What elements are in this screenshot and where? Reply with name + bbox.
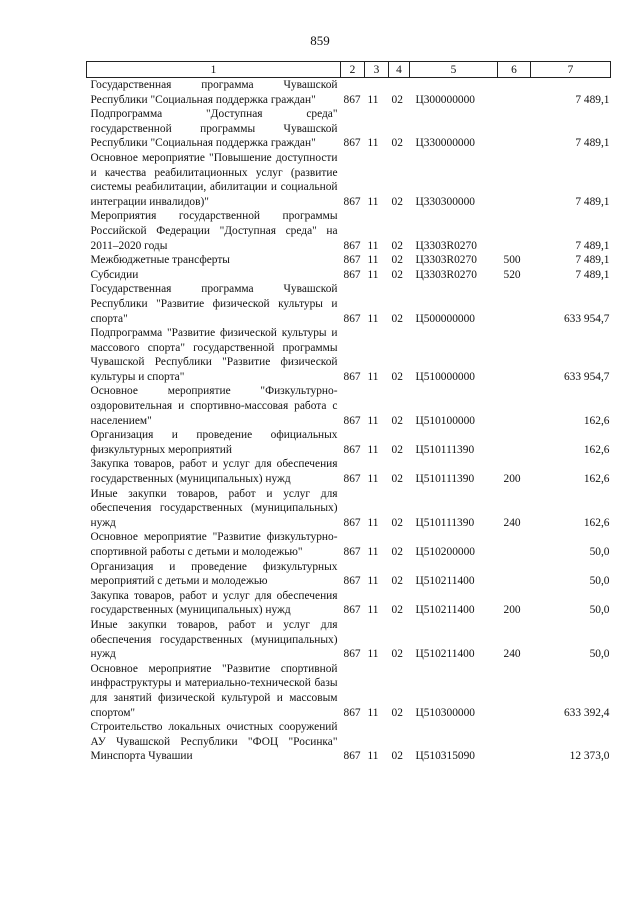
row-target-article: Ц510111390 — [415, 443, 475, 456]
row-expense-type — [498, 530, 531, 559]
row-subsection: 02 — [391, 546, 403, 558]
row-amount: 162,6 — [583, 414, 610, 427]
row-target-article: Ц510111390 — [415, 473, 475, 486]
row-amount: 633 392,4 — [563, 706, 610, 719]
row-target-article: Ц510111390 — [415, 516, 475, 529]
row-subsection: 02 — [391, 268, 403, 281]
table-body — [87, 78, 611, 764]
row-code: 867 — [343, 750, 361, 763]
row-expense-type — [498, 428, 531, 457]
row-section: 11 — [367, 750, 379, 763]
row-section: 11 — [367, 195, 379, 208]
row-code: 867 — [343, 93, 361, 106]
row-subsection: 02 — [391, 604, 403, 617]
table-row — [87, 209, 611, 253]
row-target-article: Ц3303R0270 — [415, 268, 477, 281]
row-name: Основное мероприятие "Развитие спортивной инфраструктуры и материально-технической базы для занятий физической культурой и массовым спортом" — [90, 662, 338, 719]
col-header-5: 5 — [410, 62, 498, 78]
row-section: 11 — [367, 575, 379, 588]
row-code: 867 — [343, 137, 361, 150]
row-section: 11 — [367, 414, 379, 427]
row-code: 867 — [343, 254, 361, 267]
row-name: Основное мероприятие "Физкультурно-оздоровительная и спортивно-массовая работа с населением" — [90, 385, 338, 427]
table-row — [87, 151, 611, 209]
table-row — [87, 720, 611, 764]
row-amount: 7 489,1 — [575, 195, 610, 208]
table-row — [87, 428, 611, 457]
row-target-article: Ц510211400 — [415, 604, 475, 617]
row-expense-type — [498, 282, 531, 326]
table-row — [87, 457, 611, 486]
table-row — [87, 560, 611, 589]
table-row — [87, 268, 611, 283]
row-target-article: Ц3303R0270 — [415, 239, 477, 252]
row-subsection: 02 — [391, 648, 403, 661]
row-code: 867 — [343, 312, 361, 325]
row-expense-type: 240 — [503, 648, 521, 661]
row-section: 11 — [367, 254, 379, 267]
row-code: 867 — [343, 414, 361, 427]
row-name: Иные закупки товаров, работ и услуг для обеспечения государственных (муниципальных) нужд — [90, 618, 338, 661]
table-row — [87, 530, 611, 559]
row-subsection: 02 — [391, 750, 403, 763]
row-target-article: Ц300000000 — [415, 93, 475, 106]
row-amount: 7 489,1 — [575, 137, 610, 150]
row-expense-type — [498, 662, 531, 720]
table-row — [87, 78, 611, 108]
row-expense-type: 240 — [503, 516, 521, 529]
row-expense-type: 520 — [503, 268, 521, 281]
row-amount: 50,0 — [589, 546, 610, 558]
row-section: 11 — [367, 706, 379, 719]
col-header-2: 2 — [341, 62, 365, 78]
row-code: 867 — [343, 268, 361, 281]
row-subsection: 02 — [391, 195, 403, 208]
row-section: 11 — [367, 443, 379, 456]
table-row — [87, 618, 611, 662]
row-name: Субсидии — [90, 268, 139, 281]
row-code: 867 — [343, 443, 361, 456]
row-name: Подпрограмма "Доступная среда" государственной программы Чувашской Республики "Социальная поддержка граждан" — [90, 108, 338, 150]
col-header-6: 6 — [498, 62, 531, 78]
row-section: 11 — [367, 370, 379, 383]
row-target-article: Ц510200000 — [415, 546, 475, 558]
row-subsection: 02 — [391, 516, 403, 529]
row-section: 11 — [367, 516, 379, 529]
row-amount: 7 489,1 — [575, 93, 610, 106]
row-expense-type — [498, 560, 531, 589]
row-code: 867 — [343, 546, 361, 558]
row-expense-type — [498, 326, 531, 384]
row-amount: 7 489,1 — [575, 254, 610, 267]
row-code: 867 — [343, 195, 361, 208]
row-target-article: Ц510315090 — [415, 750, 475, 763]
col-header-1: 1 — [87, 62, 341, 78]
row-name: Организация и проведение официальных физкультурных мероприятий — [90, 429, 338, 456]
row-code: 867 — [343, 370, 361, 383]
row-name: Основное мероприятие "Развитие физкультурно-спортивной работы с детьми и молодежью" — [90, 531, 338, 558]
table-row — [87, 589, 611, 618]
table-row — [87, 487, 611, 531]
row-expense-type: 200 — [503, 604, 521, 617]
col-header-3: 3 — [365, 62, 389, 78]
row-amount: 162,6 — [583, 443, 610, 456]
row-section: 11 — [367, 137, 379, 150]
row-target-article: Ц500000000 — [415, 312, 475, 325]
budget-table — [86, 61, 611, 764]
row-section: 11 — [367, 648, 379, 661]
row-name: Организация и проведение физкультурных мероприятий с детьми и молодежью — [90, 560, 338, 588]
row-amount: 633 954,7 — [563, 370, 610, 383]
row-expense-type — [498, 151, 531, 209]
row-name: Подпрограмма "Развитие физической культуры и массового спорта" государственной программы Чувашской Республики "Развитие физической культуры и спорта" — [90, 327, 338, 383]
row-amount: 162,6 — [583, 473, 610, 486]
row-name: Мероприятия государственной программы Российской Федерации "Доступная среда" на 2011–2020 годы — [90, 210, 338, 252]
col-header-7: 7 — [531, 62, 611, 78]
row-name: Закупка товаров, работ и услуг для обеспечения государственных (муниципальных) нужд — [90, 589, 338, 617]
table-row — [87, 282, 611, 326]
row-code: 867 — [343, 575, 361, 588]
row-name: Закупка товаров, работ и услуг для обеспечения государственных (муниципальных) нужд — [90, 458, 338, 486]
row-code: 867 — [343, 706, 361, 719]
row-code: 867 — [343, 648, 361, 661]
row-amount: 633 954,7 — [563, 312, 610, 325]
row-amount: 12 373,0 — [569, 750, 610, 763]
row-amount: 7 489,1 — [575, 239, 610, 252]
row-amount: 50,0 — [589, 604, 610, 617]
row-amount: 162,6 — [583, 516, 610, 529]
row-section: 11 — [367, 604, 379, 617]
table-row — [87, 662, 611, 720]
table-row — [87, 384, 611, 428]
row-amount: 7 489,1 — [575, 268, 610, 281]
row-expense-type — [498, 78, 531, 108]
row-code: 867 — [343, 473, 361, 486]
row-target-article: Ц510300000 — [415, 706, 475, 719]
row-expense-type: 200 — [503, 473, 521, 486]
row-subsection: 02 — [391, 473, 403, 486]
page-number: 859 — [310, 33, 330, 48]
row-subsection: 02 — [391, 706, 403, 719]
row-target-article: Ц510100000 — [415, 414, 475, 427]
table-row — [87, 107, 611, 151]
row-subsection: 02 — [391, 312, 403, 325]
row-target-article: Ц510211400 — [415, 648, 475, 661]
row-name: Иные закупки товаров, работ и услуг для обеспечения государственных (муниципальных) нужд — [90, 487, 338, 529]
row-expense-type — [498, 209, 531, 253]
row-target-article: Ц330000000 — [415, 137, 475, 150]
row-name: Основное мероприятие "Повышение доступности и качества реабилитационных услуг (развитие системы реабилитации, абилитации и социальной интеграции инвалидов)" — [90, 151, 338, 208]
row-subsection: 02 — [391, 239, 403, 252]
row-expense-type — [498, 720, 531, 764]
row-section: 11 — [367, 473, 379, 486]
row-expense-type — [498, 107, 531, 151]
row-target-article: Ц3303R0270 — [415, 254, 477, 267]
row-target-article: Ц330300000 — [415, 195, 475, 208]
row-section: 11 — [367, 546, 379, 558]
row-section: 11 — [367, 268, 379, 281]
row-code: 867 — [343, 239, 361, 252]
row-code: 867 — [343, 604, 361, 617]
col-header-4: 4 — [389, 62, 410, 78]
table-row — [87, 326, 611, 384]
row-expense-type: 500 — [503, 254, 521, 267]
table-row — [87, 253, 611, 268]
row-subsection: 02 — [391, 443, 403, 456]
row-subsection: 02 — [391, 137, 403, 150]
row-subsection: 02 — [391, 575, 403, 588]
row-section: 11 — [367, 312, 379, 325]
header-row — [87, 62, 611, 78]
row-section: 11 — [367, 93, 379, 106]
row-name: Строительство локальных очистных сооружений АУ Чувашской Республики "ФОЦ "Росинка" Минспорта Чувашии — [90, 721, 338, 763]
row-code: 867 — [343, 516, 361, 529]
row-subsection: 02 — [391, 370, 403, 383]
row-amount: 50,0 — [589, 575, 610, 588]
row-expense-type — [498, 384, 531, 428]
row-name: Государственная программа Чувашской Республики "Социальная поддержка граждан" — [90, 79, 338, 106]
row-section: 11 — [367, 239, 379, 252]
row-subsection: 02 — [391, 414, 403, 427]
row-name: Межбюджетные трансферты — [90, 254, 230, 267]
row-subsection: 02 — [391, 254, 403, 267]
row-subsection: 02 — [391, 93, 403, 106]
row-name: Государственная программа Чувашской Республики "Развитие физической культуры и спорта" — [90, 283, 338, 325]
row-target-article: Ц510000000 — [415, 370, 475, 383]
row-amount: 50,0 — [589, 648, 610, 661]
row-target-article: Ц510211400 — [415, 575, 475, 588]
